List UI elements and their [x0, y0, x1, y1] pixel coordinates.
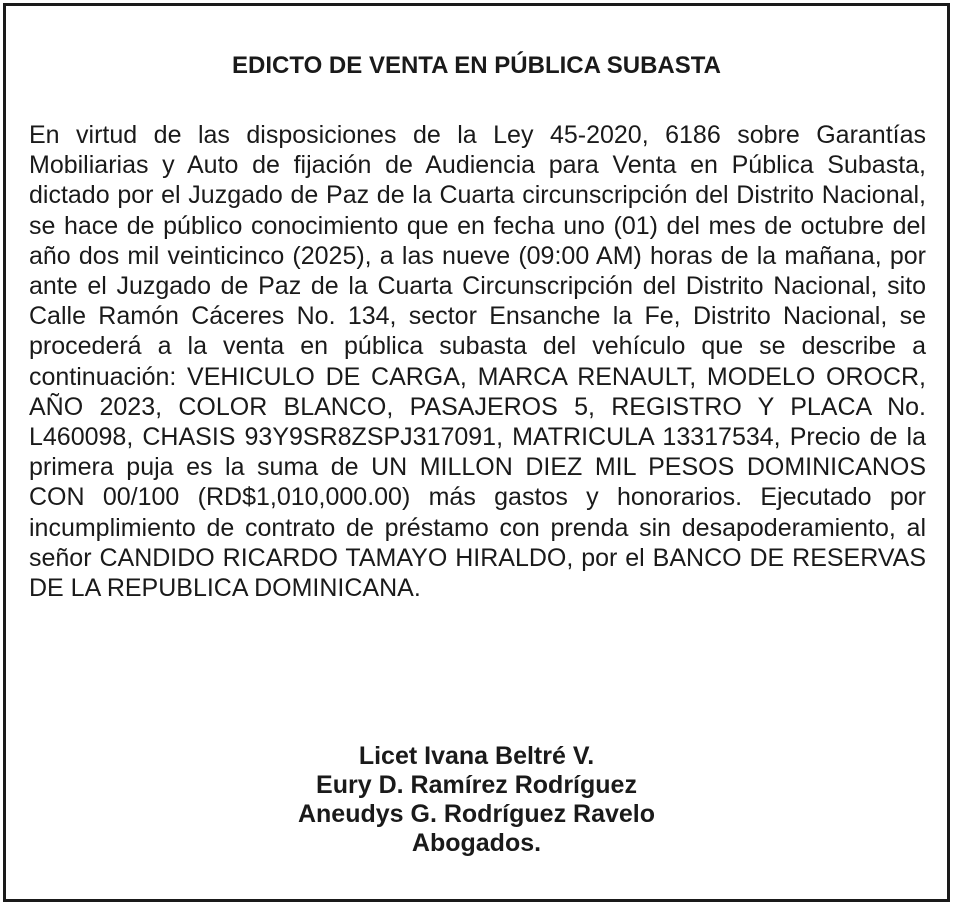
- signature-lawyer-2: Eury D. Ramírez Rodríguez: [316, 771, 637, 799]
- signature-block: [6, 742, 947, 858]
- signature-lawyer-1: Licet Ivana Beltré V.: [358, 742, 595, 770]
- notice-body: En virtud de las disposiciones de la Ley 45-2020, 6186 sobre Garantías Mobiliarias y Auto de fijación de Audiencia para Venta en Pública Subasta, dictado por el Juzgado de Paz de la Cuarta circunscripción del Distrito Nacional, se hace de público conocimiento que en fecha uno (01) del mes de octubre del año dos mil veinticinco (2025), a las nueve (09:00 AM) horas de la mañana, por ante el Juzgado de Paz de la Cuarta Circunscripción del Distrito Nacional, sito Calle Ramón Cáceres No. 134, sector Ensanche la Fe, Distrito Nacional, se procederá a la venta en pública subasta del vehículo que se describe a continuación: VEHICULO DE CARGA, MARCA RENAULT, MODELO OROCR, AÑO 2023, COLOR BLANCO, PASAJEROS 5, REGISTRO Y PLACA No. L460098, CHASIS 93Y9SR8ZSPJ317091, MATRICULA 13317534, Precio de la primera puja es la suma de UN MILLON DIEZ MIL PESOS DOMINICANOS CON 00/100 (RD$1,010,000.00) más gastos y honorarios. Ejecutado por incumplimiento de contrato de préstamo con prenda sin desapoderamiento, al señor CANDIDO RICARDO TAMAYO HIRALDO, por el BANCO DE RESERVAS DE LA REPUBLICA DOMINICANA.: [29, 121, 926, 603]
- notice-frame: [3, 3, 950, 902]
- signature-role: Abogados.: [411, 829, 542, 857]
- notice-title: EDICTO DE VENTA EN PÚBLICA SUBASTA: [232, 52, 721, 79]
- signature-lawyer-3: Aneudys G. Rodríguez Ravelo: [297, 800, 655, 828]
